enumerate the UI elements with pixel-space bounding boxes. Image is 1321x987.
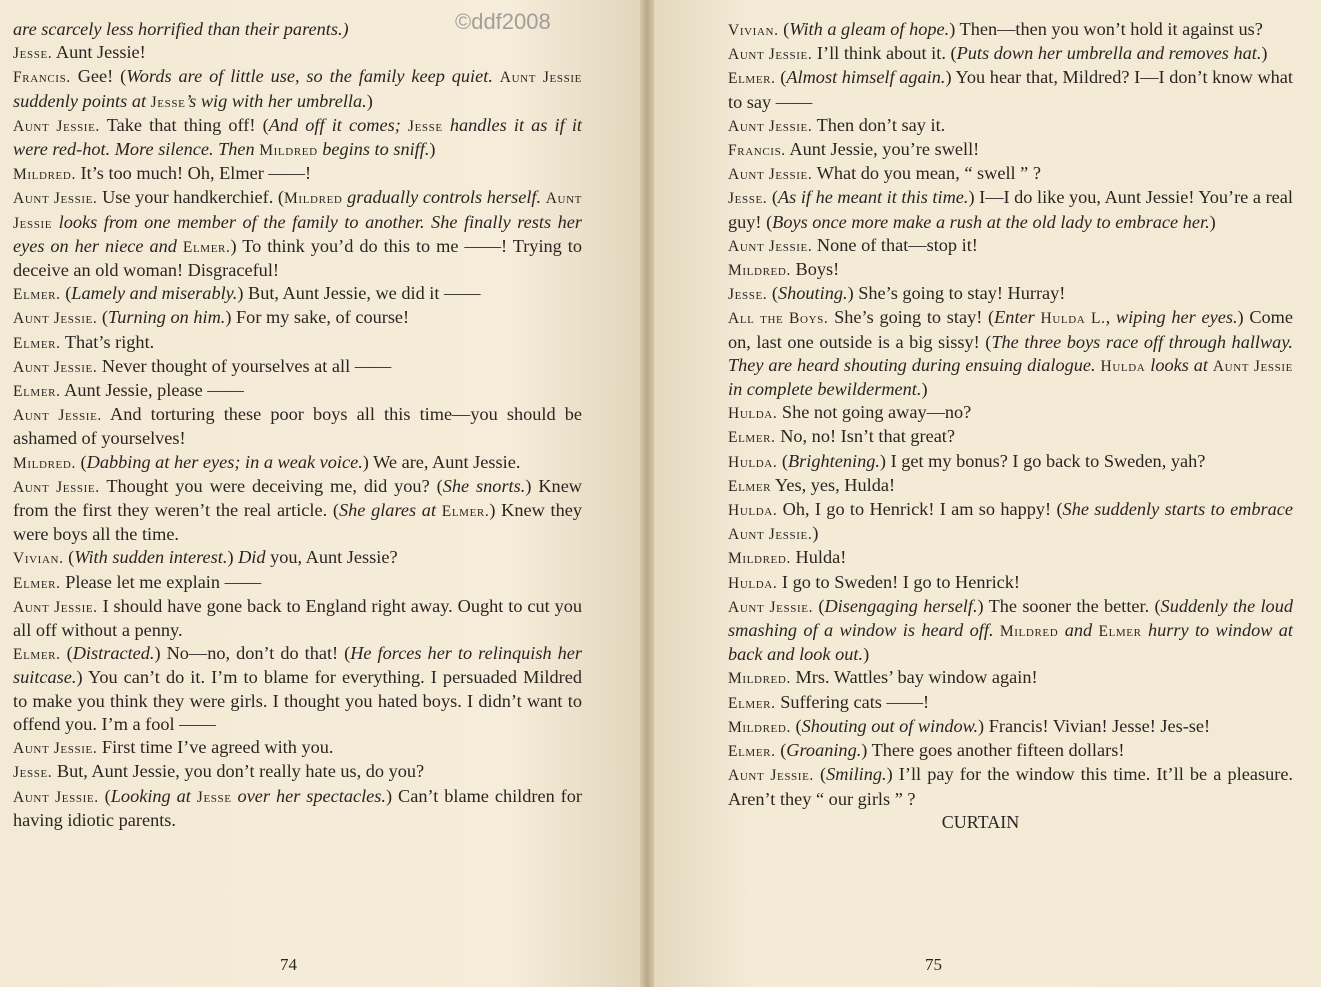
left-page (0, 0, 640, 987)
dialogue-text: Aunt Jessie, please —— (60, 380, 244, 401)
dialogue-text: ) No—no, don’t do that! ( (154, 643, 351, 664)
dialogue-text: ) We are, Aunt Jessie. (362, 451, 521, 472)
dialogue-text: ) She’s going to stay! Hurray! (847, 283, 1066, 304)
dialogue-text: ) Then—then you won’t hold it against us? (949, 19, 1263, 39)
stage-direction: She snorts. (442, 475, 526, 496)
speaker-name: Hulda. (728, 405, 778, 423)
speaker-name: Jesse. (13, 764, 53, 782)
stage-direction: Shouting out of window. (801, 715, 979, 736)
speaker-name: Elmer. (441, 503, 490, 521)
stage-direction: Enter (994, 307, 1041, 328)
stage-direction: Groaning. (786, 740, 862, 761)
dialogue-text: ( (790, 715, 802, 736)
dialogue-text: No, no! Isn’t that great? (775, 426, 956, 447)
speaker-name: Aunt Jessie. (728, 598, 814, 616)
speaker-name: Mildred (999, 623, 1059, 641)
script-paragraph (13, 736, 582, 760)
dialogue-text: I’ll think about it. ( (812, 43, 957, 64)
dialogue-text: ( (63, 547, 75, 568)
script-paragraph (728, 715, 1293, 739)
script-paragraph (728, 763, 1293, 810)
script-paragraph (728, 498, 1293, 546)
dialogue-text: ) (429, 139, 436, 160)
speaker-name: Aunt Jessie. (728, 166, 813, 184)
stage-direction: Turning on him. (108, 307, 226, 328)
dialogue-text: ( (775, 740, 787, 761)
script-paragraph (728, 18, 1293, 42)
stage-direction: ’s wig with her umbrella. (185, 90, 367, 111)
dialogue-text: It’s too much! Oh, Elmer ——! (75, 163, 312, 184)
script-paragraph (728, 114, 1293, 138)
dialogue-text: None of that—stop it! (812, 234, 978, 255)
dialogue-text: ) I get my bonus? I go back to Sweden, yah? (879, 450, 1206, 471)
dialogue-text: ( (778, 19, 790, 39)
speaker-name: Jesse (196, 788, 232, 806)
dialogue-text: Aunt Jessie, you’re swell! (785, 139, 980, 160)
script-paragraph (13, 475, 582, 547)
stage-direction: , wiping her eyes. (1105, 307, 1238, 328)
stage-direction: looks at (1145, 354, 1213, 375)
speaker-name: Elmer. (728, 743, 776, 761)
speaker-name: Aunt Jessie. (728, 46, 813, 64)
dialogue-text: ( (767, 187, 778, 208)
speaker-name: Vivian. (728, 22, 779, 39)
script-paragraph (13, 451, 582, 475)
speaker-name: Jesse (407, 117, 443, 135)
script-paragraph (13, 162, 582, 186)
script-paragraph (728, 666, 1293, 690)
stage-direction: Shouting. (777, 283, 848, 304)
dialogue-text: ( (775, 67, 787, 88)
stage-direction: Brightening. (788, 450, 880, 471)
script-paragraph (728, 474, 1293, 498)
script-paragraph (728, 42, 1293, 66)
script-paragraph (13, 595, 582, 642)
speaker-name: Mildred. (728, 262, 791, 280)
dialogue-text: I should have gone back to England right away. Ought to cut you all off without a penny. (13, 595, 582, 641)
dialogue-text: ) (812, 523, 819, 544)
dialogue-text: ( (777, 450, 789, 471)
stage-direction: suddenly points at (13, 90, 151, 111)
script-paragraph (13, 282, 582, 306)
speaker-name: Francis. (13, 69, 71, 87)
speaker-name: Mildred. (13, 166, 76, 184)
stage-direction: Almost himself again. (786, 67, 946, 88)
dialogue-text: ) Can’t blame children for having idiotic parents. (13, 785, 582, 830)
dialogue-text: Thought you were deceiving me, did you? ( (99, 475, 443, 496)
dialogue-text: ) For my sake, of course! (225, 307, 410, 328)
speaker-name: Aunt Jessie (13, 190, 582, 232)
stage-direction: Did (238, 547, 266, 568)
dialogue-text: Yes, yes, Hulda! (771, 474, 896, 495)
speaker-name: Aunt Jessie. (13, 190, 98, 208)
stage-direction: over her spectacles. (231, 785, 386, 806)
dialogue-text: And torturing these poor boys all this time—you should be ashamed of yourselves! (13, 404, 582, 449)
dialogue-text: ) (863, 644, 870, 665)
dialogue-text: ) You can’t do it. I’m to blame for everything. I persuaded Mildred to make you think they were girls. I thought you hated boys. I didn’t want to offend you. I’m a fool —— (13, 667, 582, 734)
speaker-name: Aunt Jessie. (728, 237, 813, 255)
speaker-name: Aunt Jessie. (13, 407, 102, 425)
stage-direction: and (1058, 620, 1099, 641)
script-paragraph (13, 186, 582, 282)
dialogue-text: ) (227, 547, 239, 568)
dialogue-text: ( (60, 283, 72, 304)
page-number-left: 74 (280, 955, 297, 974)
stage-direction: Lamely and miserably. (71, 283, 238, 304)
speaker-name: Elmer. (13, 334, 61, 352)
script-paragraph (13, 114, 582, 162)
dialogue-text: ) The sooner the better. ( (977, 595, 1161, 616)
stage-direction: looks from one member of the family to another. She finally rests her eyes on her niece and (13, 211, 582, 256)
script-paragraph (728, 66, 1293, 113)
speaker-name: Aunt Jessie (499, 69, 582, 87)
stage-direction: hurry to window at back and look out. (728, 620, 1294, 665)
dialogue-text: ( (813, 764, 827, 785)
script-paragraph (728, 691, 1293, 715)
script-paragraph (13, 355, 582, 379)
script-paragraph (13, 379, 582, 403)
speaker-name: Jesse. (728, 190, 768, 208)
speaker-name: Aunt Jessie. (13, 310, 98, 328)
speaker-name: Mildred. (13, 454, 76, 472)
dialogue-text: ( (98, 785, 111, 806)
stage-direction: He forces her to relinquish her suitcase. (13, 643, 582, 688)
dialogue-text: What do you mean, “ swell ” ? (812, 163, 1041, 184)
stage-direction: As if he meant it this time. (777, 187, 969, 208)
dialogue-text: Hulda! (790, 547, 847, 568)
dialogue-text: But, Aunt Jessie, you don’t really hate us, do you? (52, 761, 425, 782)
speaker-name: Jesse (150, 93, 186, 111)
dialogue-text: Gee! ( (70, 66, 127, 87)
stage-direction: Looking at (110, 785, 197, 806)
stage-direction: Distracted. (72, 643, 155, 664)
dialogue-text: ) I—I do like you, Aunt Jessie! You’re a real guy! ( (728, 187, 1293, 232)
script-paragraph (728, 162, 1293, 186)
right-page (654, 0, 1321, 987)
dialogue-text: Mrs. Wattles’ bay window again! (790, 667, 1038, 688)
speaker-name: Elmer. (13, 286, 61, 304)
stage-direction: are scarcely less horrified than their parents.) (13, 19, 349, 39)
stage-direction: The three boys race off through hallway. They are heard shouting during ensuing dialogue. (728, 331, 1293, 375)
script-paragraph (728, 234, 1293, 258)
speaker-name: Aunt Jessie. (728, 767, 814, 785)
speaker-name: Aunt Jessie. (728, 117, 813, 135)
script-paragraph (728, 425, 1293, 449)
dialogue-text: Use your handkerchief. ( (97, 187, 285, 208)
dialogue-text: ( (813, 595, 825, 616)
speaker-name: Mildred (284, 190, 343, 208)
script-paragraph (13, 546, 582, 570)
dialogue-text: She not going away—no? (777, 402, 972, 423)
script-paragraph (13, 785, 582, 832)
speaker-name: All the Boys. (728, 310, 829, 328)
dialogue-text: Oh, I go to Henrick! I am so happy! ( (777, 499, 1063, 520)
watermark: ©ddf2008 (455, 9, 551, 34)
script-paragraph (13, 571, 582, 595)
speaker-name: Elmer (1098, 623, 1142, 641)
stage-direction: gradually controls herself. (342, 187, 546, 208)
script-paragraph (728, 306, 1293, 401)
stage-direction: She suddenly starts to embrace (1062, 499, 1294, 520)
script-paragraph (728, 186, 1293, 233)
dialogue-text: ) I’ll pay for the window this time. It’ll be a pleasure. Aren’t they “ our girls ” ? (728, 764, 1293, 809)
speaker-name: Elmer. (728, 70, 776, 88)
speaker-name: Elmer (728, 477, 772, 495)
speaker-name: Hulda. (728, 453, 778, 471)
stage-direction: With a gleam of hope. (789, 19, 950, 39)
speaker-name: Aunt Jessie. (13, 117, 100, 135)
speaker-name: Elmer. (13, 646, 61, 664)
script-paragraph (13, 403, 582, 450)
speaker-name: Aunt Jessie. (13, 788, 99, 806)
script-paragraph (13, 331, 582, 355)
speaker-name: Mildred. (728, 718, 791, 736)
dialogue-text: ) (921, 379, 928, 400)
speaker-name: Aunt Jessie. (13, 358, 98, 376)
stage-direction: handles it as if it were red-hot. More silence. Then (13, 114, 583, 160)
dialogue-text: ( (97, 307, 109, 328)
dialogue-text: First time I’ve agreed with you. (97, 737, 334, 758)
speaker-name: Elmer. (13, 383, 61, 401)
dialogue-text: ) Francis! Vivian! Jesse! Jes-se! (978, 715, 1211, 736)
dialogue-text: ) Come on, last one outside is a big sissy! ( (728, 307, 1294, 352)
stage-direction: in complete bewilderment. (728, 379, 922, 400)
script-paragraph (728, 258, 1293, 282)
dialogue-text: ) Knew they were boys all the time. (13, 500, 583, 545)
speaker-name: Mildred. (728, 670, 791, 688)
speaker-name: Elmer. (728, 429, 776, 447)
script-paragraph (728, 450, 1293, 474)
speaker-name: Jesse. (728, 286, 768, 304)
dialogue-text: Never thought of yourselves at all —— (97, 355, 392, 376)
dialogue-text: ( (767, 283, 778, 304)
speaker-name: Hulda. (728, 502, 778, 520)
speaker-name: Elmer. (728, 694, 776, 712)
script-paragraph (13, 760, 582, 784)
stage-direction: Words are of little use, so the family keep quiet. (126, 66, 500, 87)
stage-direction: And off it comes; (268, 114, 408, 135)
speaker-name: Mildred. (728, 550, 791, 568)
stage-direction: begins to sniff. (317, 139, 430, 160)
book-gutter (640, 0, 654, 987)
dialogue-text: ) To think you’d do this to me ——! Trying to deceive an old woman! Disgraceful! (13, 235, 582, 281)
curtain-line: CURTAIN (941, 811, 1020, 832)
dialogue-text: She’s going to stay! ( (828, 307, 995, 328)
speaker-name: Hulda L. (1040, 310, 1106, 328)
speaker-name: Hulda (1100, 357, 1146, 375)
page-number-right: 75 (925, 955, 942, 974)
dialogue-text: Suffering cats ——! (775, 691, 930, 712)
speaker-name: Aunt Jessie. (13, 478, 100, 496)
dialogue-text: I go to Sweden! I go to Henrick! (777, 571, 1021, 592)
stage-direction: She glares at (338, 500, 442, 521)
script-paragraph (13, 41, 582, 65)
stage-direction: Suddenly the loud smashing of a window is heard off. (728, 595, 1293, 641)
dialogue-text: Boys! (790, 259, 840, 280)
speaker-name: Hulda. (728, 574, 778, 592)
dialogue-text: you, Aunt Jessie? (265, 547, 398, 568)
speaker-name: Elmer. (182, 238, 231, 256)
dialogue-text: ) There goes another fifteen dollars! (861, 740, 1125, 761)
stage-direction: Dabbing at her eyes; in a weak voice. (86, 451, 363, 472)
dialogue-text: ) (1209, 211, 1216, 232)
script-paragraph (728, 401, 1293, 425)
stage-direction: Boys once more make a rush at the old lady to embrace her. (772, 211, 1210, 232)
dialogue-text: Please let me explain —— (60, 571, 262, 592)
dialogue-text: ) (366, 90, 373, 111)
dialogue-text: Then don’t say it. (812, 114, 946, 135)
left-page-text (13, 18, 582, 832)
speaker-name: Aunt Jessie (1212, 357, 1293, 375)
script-paragraph (13, 65, 582, 113)
script-paragraph (728, 595, 1293, 667)
dialogue-text: ) You hear that, Mildred? I—I don’t know what to say —— (728, 67, 1293, 112)
dialogue-text: Take that thing off! ( (99, 114, 269, 135)
dialogue-text: That’s right. (60, 331, 155, 352)
stage-direction: Disengaging herself. (824, 595, 978, 616)
speaker-name: Francis. (728, 142, 786, 160)
script-paragraph (728, 739, 1293, 763)
dialogue-text: Aunt Jessie! (52, 42, 146, 63)
dialogue-text: ( (75, 451, 87, 472)
speaker-name: Jesse. (13, 45, 53, 63)
speaker-name: Elmer. (13, 574, 61, 592)
script-paragraph (728, 571, 1293, 595)
stage-direction: With sudden interest. (74, 547, 228, 568)
speaker-name: Aunt Jessie. (13, 740, 98, 758)
stage-direction: Puts down her umbrella and removes hat. (956, 43, 1262, 64)
dialogue-text: ) (1261, 43, 1268, 64)
speaker-name: Aunt Jessie. (13, 598, 98, 616)
speaker-name: Aunt Jessie. (728, 526, 813, 544)
speaker-name: Mildred (259, 142, 318, 160)
stage-direction: Smiling. (826, 764, 887, 785)
script-paragraph (728, 282, 1293, 306)
script-paragraph (13, 642, 582, 736)
dialogue-text: ) Knew from the first they weren’t the real article. ( (13, 475, 583, 521)
script-paragraph (728, 138, 1293, 162)
script-paragraph (728, 546, 1293, 570)
right-page-text (728, 18, 1293, 811)
script-paragraph (13, 306, 582, 330)
speaker-name: Vivian. (13, 550, 64, 568)
dialogue-text: ) But, Aunt Jessie, we did it —— (237, 283, 481, 304)
dialogue-text: ( (60, 643, 73, 664)
